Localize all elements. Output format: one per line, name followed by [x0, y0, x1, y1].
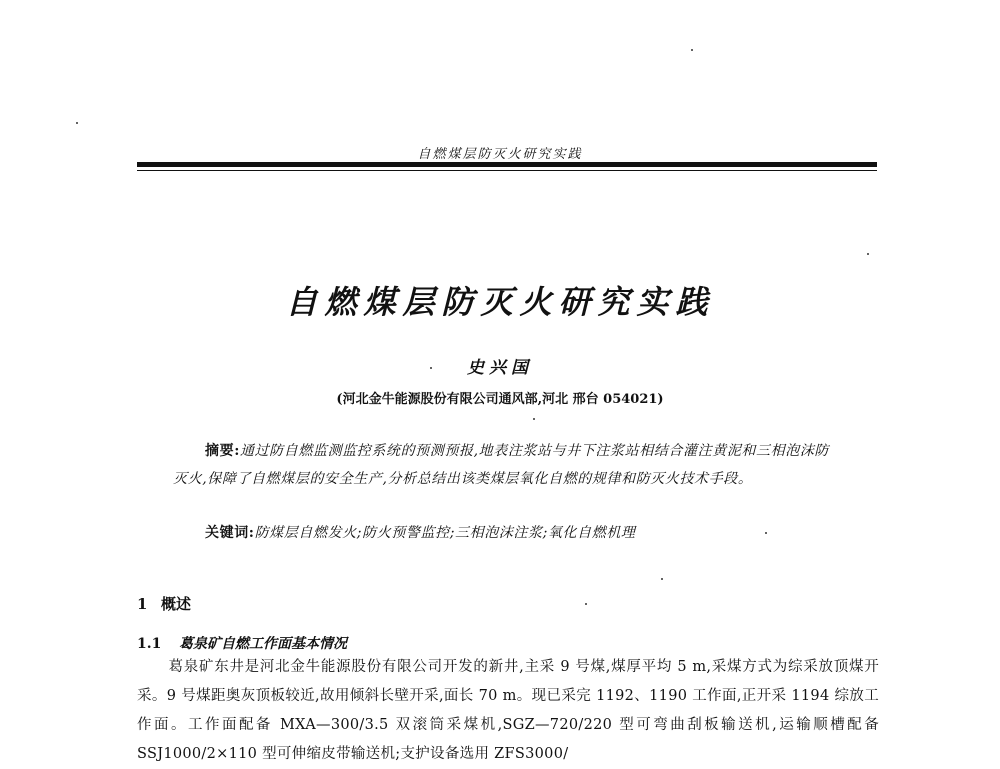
- keywords-label: 关键词:: [205, 525, 255, 541]
- subsection-heading: [137, 633, 347, 653]
- scan-speck: [585, 603, 587, 605]
- section-heading: [137, 593, 191, 614]
- abstract-label: 摘要:: [205, 443, 240, 459]
- scan-speck: [76, 122, 78, 124]
- scan-speck: [533, 418, 535, 420]
- subsection-number: 1.1: [137, 636, 162, 652]
- body-paragraph-text: 葛泉矿东井是河北金牛能源股份有限公司开发的新井,主采 9 号煤,煤厚平均 5 m,采煤方式为综采放顶煤开采。9 号煤距奥灰顶板较近,故用倾斜长壁开采,面长 70 m。现已采完 1192、1190 工作面,正开采 1194 综放工作面。工作面配备 MXA—300/3.5 双滚筒采煤机,SGZ—720/220 型可弯曲刮板输送机,运输顺槽配备 SSJ1000/2×110 型可伸缩皮带输送机;支护设备选用 ZFS3000/: [137, 659, 879, 762]
- author-affiliation: (河北金牛能源股份有限公司通风部,河北 邢台 054021): [336, 392, 664, 407]
- keywords-block: [205, 522, 845, 542]
- header-rule-thick: [137, 162, 877, 167]
- subsection-title: 葛泉矿自燃工作面基本情况: [179, 636, 347, 652]
- article-title: 自燃煤层防灭火研究实践: [285, 283, 715, 321]
- section-number: 1: [137, 595, 148, 613]
- running-header-title: 自燃煤层防灭火研究实践: [417, 147, 583, 162]
- abstract-block: [173, 437, 843, 493]
- body-paragraph: [137, 653, 879, 769]
- keywords-text: 防煤层自燃发火;防火预警监控;三相泡沫注浆;氧化自燃机理: [254, 525, 636, 541]
- scan-speck: [867, 253, 869, 255]
- abstract-text: 通过防自燃监测监控系统的预测预报,地表注浆站与井下注浆站相结合灌注黄泥和三相泡沫防灭火,保障了自燃煤层的安全生产,分析总结出该类煤层氧化自燃的规律和防灭火技术手段。: [173, 443, 830, 487]
- section-title: 概述: [161, 595, 192, 613]
- header-rule-thin: [137, 170, 877, 171]
- scan-speck: [661, 578, 663, 580]
- scan-speck: [691, 49, 693, 51]
- article-author: 史兴国: [467, 358, 533, 378]
